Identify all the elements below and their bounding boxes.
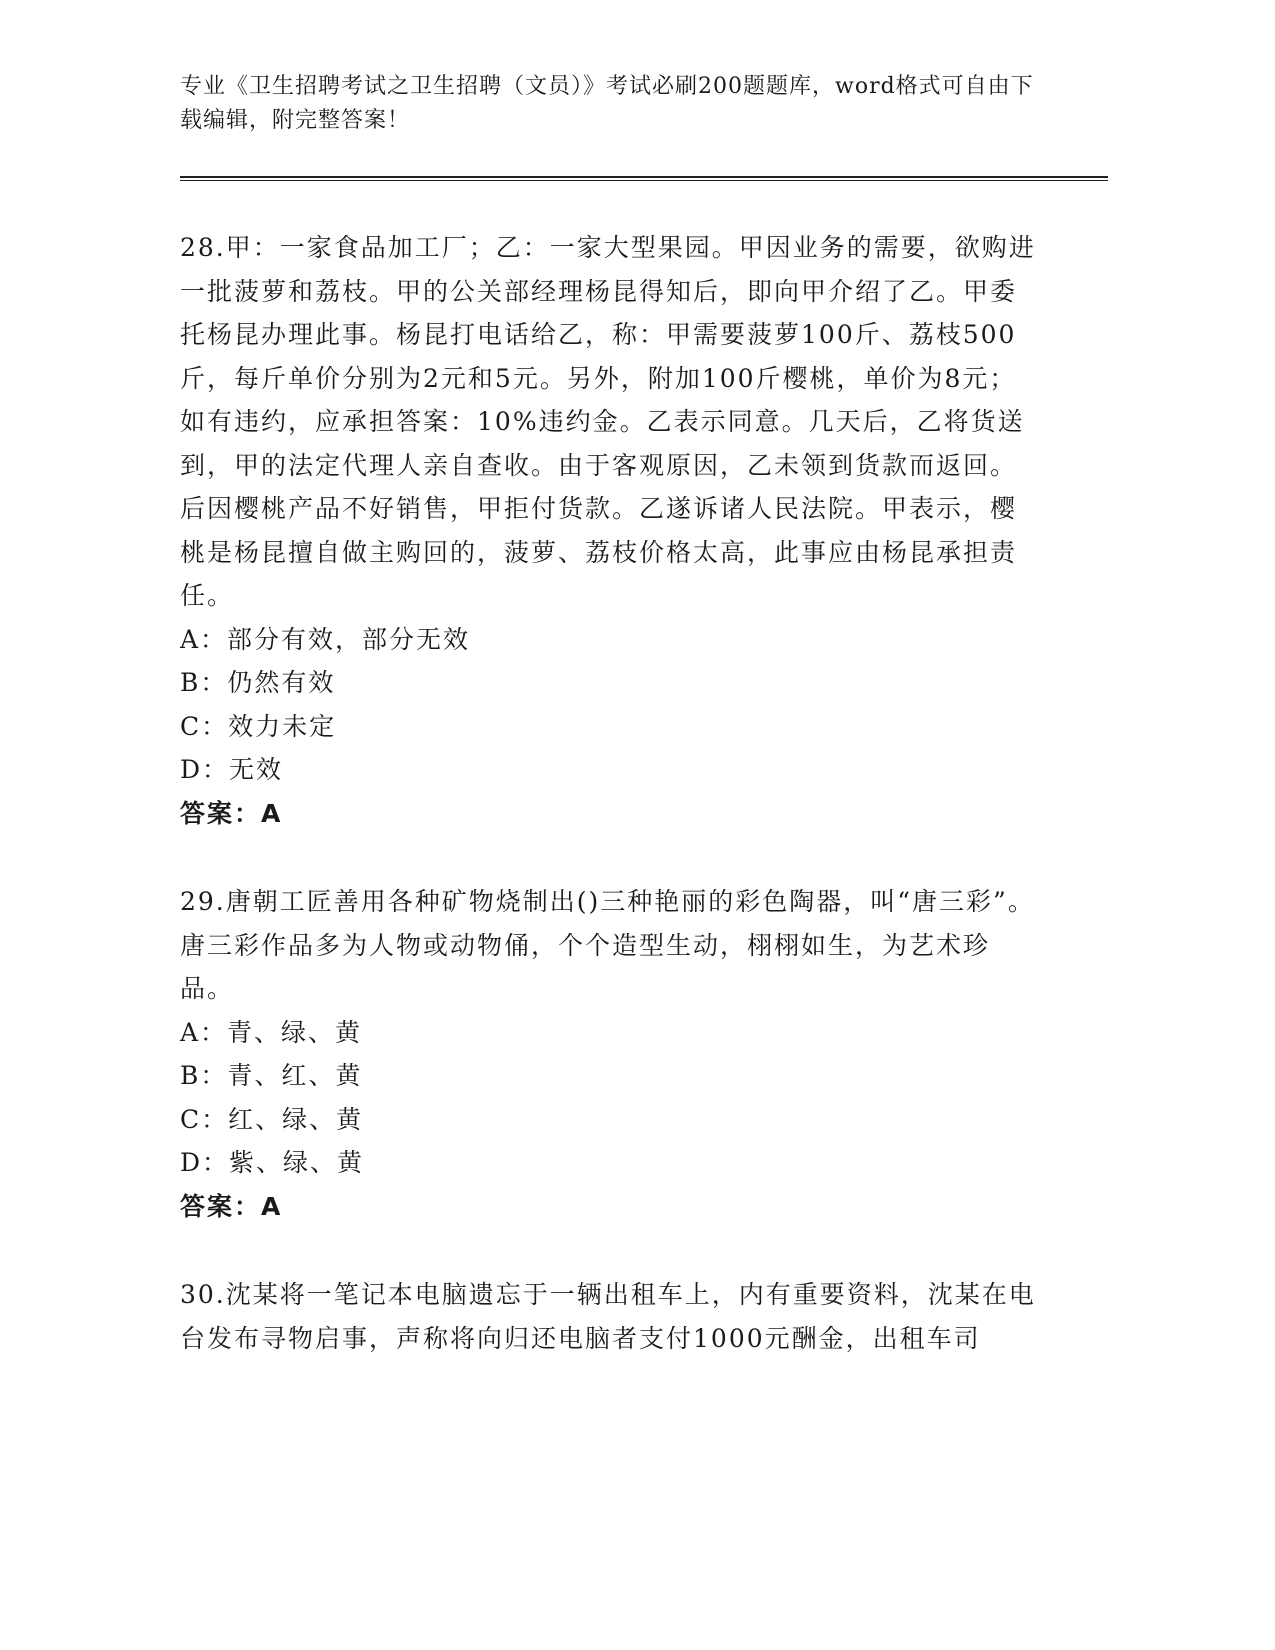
question-28 bbox=[180, 226, 1040, 835]
question-30 bbox=[180, 1273, 1040, 1360]
question-spacer bbox=[180, 1228, 1040, 1273]
document-header bbox=[180, 70, 1040, 138]
question-stem: 30.沈某将一笔记本电脑遗忘于一辆出租车上，内有重要资料，沈某在电台发布寻物启事，声称将向归还电脑者支付1000元酬金，出租车司 bbox=[180, 1280, 1036, 1353]
question-29 bbox=[180, 880, 1040, 1228]
header-divider bbox=[180, 176, 1108, 181]
option-d: D：无效 bbox=[180, 755, 284, 784]
question-list bbox=[180, 226, 1040, 1360]
option-c: C：效力未定 bbox=[180, 711, 337, 741]
answer-line: 答案：A bbox=[180, 798, 283, 828]
option-c: C：红、绿、黄 bbox=[180, 1104, 364, 1134]
question-spacer bbox=[180, 835, 1040, 880]
header-intro-text: 专业《卫生招聘考试之卫生招聘（文员）》考试必刷200题题库，word格式可自由下载编辑，附完整答案！ bbox=[180, 74, 1034, 133]
option-b: B：仍然有效 bbox=[180, 668, 336, 697]
answer-line: 答案：A bbox=[180, 1191, 283, 1221]
question-stem: 28.甲：一家食品加工厂；乙：一家大型果园。甲因业务的需要，欲购进一批菠萝和荔枝。甲的公关部经理杨昆得知后，即向甲介绍了乙。甲委托杨昆办理此事。杨昆打电话给乙，称：甲需要菠萝100斤、荔枝500斤，每斤单价分别为2元和5元。另外，附加100斤樱桃，单价为8元；如有违约，应承担答案：10%违约金。乙表示同意。几天后，乙将货送到，甲的法定代理人亲自查收。由于客观原因，乙未领到货款而返回。后因樱桃产品不好销售，甲拒付货款。乙遂诉诸人民法院。甲表示，樱桃是杨昆擅自做主购回的，菠萝、荔枝价格太高，此事应由杨昆承担责任。 bbox=[180, 233, 1036, 610]
option-d: D：紫、绿、黄 bbox=[180, 1148, 365, 1177]
option-a: A：部分有效，部分无效 bbox=[180, 624, 471, 654]
option-b: B：青、红、黄 bbox=[180, 1061, 363, 1090]
question-stem: 29.唐朝工匠善用各种矿物烧制出()三种艳丽的彩色陶器，叫“唐三彩”。唐三彩作品多为人物或动物俑，个个造型生动，栩栩如生，为艺术珍品。 bbox=[180, 887, 1035, 1003]
option-a: A：青、绿、黄 bbox=[180, 1017, 363, 1047]
